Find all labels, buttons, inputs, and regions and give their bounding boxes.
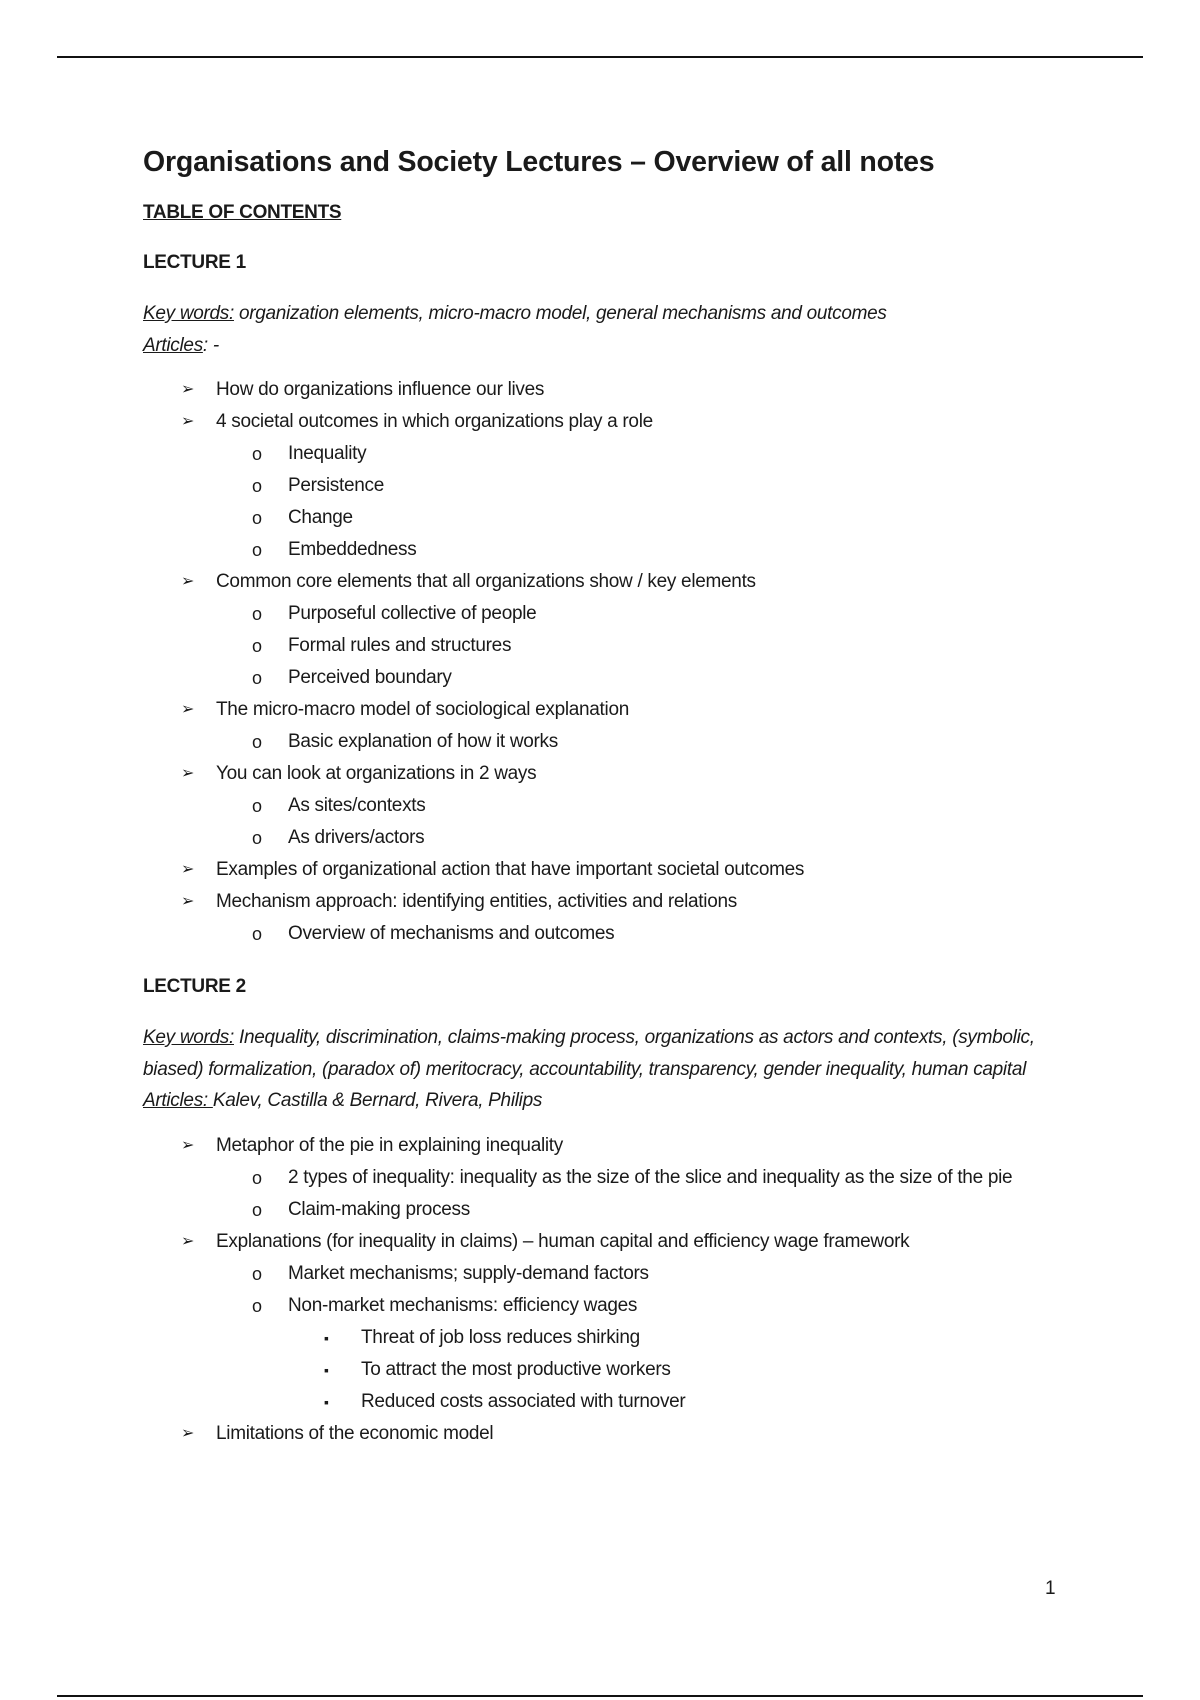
keywords-line bbox=[143, 298, 1073, 330]
page-number: 1 bbox=[1045, 1578, 1056, 1599]
keywords-label: Key words: bbox=[143, 303, 234, 324]
list-item-text: Change bbox=[288, 507, 353, 528]
list-item bbox=[143, 630, 1073, 662]
square-bullet-icon: ▪ bbox=[324, 1329, 329, 1346]
list-item-text: Explanations (for inequality in claims) – human capital and efficiency wage framework bbox=[216, 1230, 910, 1252]
list-item bbox=[143, 854, 1073, 886]
circle-bullet-icon: o bbox=[252, 604, 262, 624]
arrow-bullet-icon: ➢ bbox=[181, 381, 195, 398]
list-item-text: 2 types of inequality: inequality as the size of the slice and inequality as the size of the pie bbox=[288, 1166, 1013, 1188]
list-item bbox=[143, 1130, 1073, 1162]
list-item bbox=[143, 1162, 1073, 1194]
arrow-bullet-icon: ➢ bbox=[181, 1136, 195, 1154]
document-title: Organisations and Society Lectures – Overview of all notes bbox=[143, 146, 935, 178]
list-item bbox=[143, 470, 1073, 502]
list-item-text: Threat of job loss reduces shirking bbox=[361, 1326, 640, 1348]
list-item-text: Mechanism approach: identifying entities, activities and relations bbox=[216, 891, 737, 912]
list-item-text: Claim-making process bbox=[288, 1198, 470, 1220]
circle-bullet-icon: o bbox=[252, 1199, 262, 1220]
list-item-text: Persistence bbox=[288, 475, 384, 496]
list-item-text: 4 societal outcomes in which organizations play a role bbox=[216, 411, 653, 432]
list-item bbox=[143, 406, 1073, 438]
arrow-bullet-icon: ➢ bbox=[181, 893, 195, 910]
list-item bbox=[143, 438, 1073, 470]
list-item-text: As sites/contexts bbox=[288, 795, 426, 816]
list-item bbox=[143, 694, 1073, 726]
list-item-text: Reduced costs associated with turnover bbox=[361, 1390, 686, 1412]
list-item bbox=[143, 1226, 1073, 1258]
list-item bbox=[143, 918, 1073, 950]
list-item-text: Formal rules and structures bbox=[288, 635, 512, 656]
list-item-text: Perceived boundary bbox=[288, 667, 452, 688]
square-bullet-icon: ▪ bbox=[324, 1393, 329, 1410]
circle-bullet-icon: o bbox=[252, 508, 262, 528]
circle-bullet-icon: o bbox=[252, 1295, 262, 1316]
keywords-text: Inequality, discrimination, claims-making process, organizations as actors and contexts, (symbolic, biased) formalization, (paradox of) meritocracy, accountability, transparency, gender inequality, human capital bbox=[143, 1027, 1035, 1080]
lecture-1-heading: LECTURE 1 bbox=[143, 252, 246, 273]
circle-bullet-icon: o bbox=[252, 668, 262, 688]
list-item bbox=[143, 1354, 1073, 1386]
list-item bbox=[143, 726, 1073, 758]
articles-label: Articles: bbox=[143, 1090, 213, 1111]
circle-bullet-icon: o bbox=[252, 1167, 262, 1188]
lecture-2-heading: LECTURE 2 bbox=[143, 976, 246, 997]
list-item bbox=[143, 1386, 1073, 1418]
list-item bbox=[143, 534, 1073, 566]
list-item-text: Non-market mechanisms: efficiency wages bbox=[288, 1294, 638, 1316]
list-item-text: Examples of organizational action that have important societal outcomes bbox=[216, 859, 805, 880]
footer-rule bbox=[57, 1695, 1143, 1697]
keywords-line bbox=[143, 1022, 1073, 1085]
circle-bullet-icon: o bbox=[252, 1263, 262, 1284]
arrow-bullet-icon: ➢ bbox=[181, 765, 195, 782]
lecture-2-keywords bbox=[143, 1022, 1073, 1117]
lecture-2-outline bbox=[143, 1130, 1073, 1450]
circle-bullet-icon: o bbox=[252, 636, 262, 656]
arrow-bullet-icon: ➢ bbox=[181, 701, 195, 718]
list-item bbox=[143, 662, 1073, 694]
circle-bullet-icon: o bbox=[252, 924, 262, 944]
list-item-text: Basic explanation of how it works bbox=[288, 731, 558, 752]
list-item-text: Overview of mechanisms and outcomes bbox=[288, 923, 615, 944]
list-item-text: Common core elements that all organizations show / key elements bbox=[216, 571, 756, 592]
list-item bbox=[143, 822, 1073, 854]
list-item bbox=[143, 374, 1073, 406]
list-item bbox=[143, 598, 1073, 630]
document-body bbox=[143, 142, 1073, 1450]
list-item bbox=[143, 1418, 1073, 1450]
square-bullet-icon: ▪ bbox=[324, 1361, 329, 1378]
circle-bullet-icon: o bbox=[252, 828, 262, 848]
list-item-text: The micro-macro model of sociological explanation bbox=[216, 699, 629, 720]
list-item bbox=[143, 1322, 1073, 1354]
list-item-text: Metaphor of the pie in explaining inequality bbox=[216, 1134, 563, 1156]
list-item-text: You can look at organizations in 2 ways bbox=[216, 763, 537, 784]
list-item bbox=[143, 1258, 1073, 1290]
lecture-1-keywords bbox=[143, 298, 1073, 361]
lecture-1-outline bbox=[143, 374, 1073, 950]
circle-bullet-icon: o bbox=[252, 732, 262, 752]
list-item-text: How do organizations influence our lives bbox=[216, 379, 545, 400]
list-item bbox=[143, 790, 1073, 822]
articles-line bbox=[143, 330, 1073, 362]
keywords-label: Key words: bbox=[143, 1027, 234, 1048]
list-item bbox=[143, 886, 1073, 918]
articles-text: Kalev, Castilla & Bernard, Rivera, Philips bbox=[212, 1090, 543, 1111]
list-item bbox=[143, 1194, 1073, 1226]
arrow-bullet-icon: ➢ bbox=[181, 1232, 195, 1250]
keywords-text: organization elements, micro-macro model, general mechanisms and outcomes bbox=[233, 303, 887, 324]
list-item-text: Purposeful collective of people bbox=[288, 603, 537, 624]
articles-line bbox=[143, 1085, 1073, 1117]
articles-label: Articles bbox=[143, 334, 203, 356]
arrow-bullet-icon: ➢ bbox=[181, 861, 195, 878]
list-item bbox=[143, 1290, 1073, 1322]
circle-bullet-icon: o bbox=[252, 444, 262, 464]
list-item-text: Market mechanisms; supply-demand factors bbox=[288, 1262, 649, 1284]
circle-bullet-icon: o bbox=[252, 796, 262, 816]
list-item bbox=[143, 758, 1073, 790]
circle-bullet-icon: o bbox=[252, 476, 262, 496]
list-item bbox=[143, 502, 1073, 534]
list-item-text: Embeddedness bbox=[288, 539, 417, 560]
circle-bullet-icon: o bbox=[252, 540, 262, 560]
list-item-text: To attract the most productive workers bbox=[361, 1358, 671, 1380]
articles-text: : - bbox=[202, 334, 219, 356]
list-item-text: As drivers/actors bbox=[288, 827, 425, 848]
arrow-bullet-icon: ➢ bbox=[181, 1424, 195, 1442]
arrow-bullet-icon: ➢ bbox=[181, 573, 195, 590]
list-item bbox=[143, 566, 1073, 598]
list-item-text: Limitations of the economic model bbox=[216, 1422, 494, 1444]
arrow-bullet-icon: ➢ bbox=[181, 413, 195, 430]
list-item-text: Inequality bbox=[288, 443, 367, 464]
toc-heading: TABLE OF CONTENTS bbox=[143, 202, 342, 223]
header-rule bbox=[57, 56, 1143, 58]
